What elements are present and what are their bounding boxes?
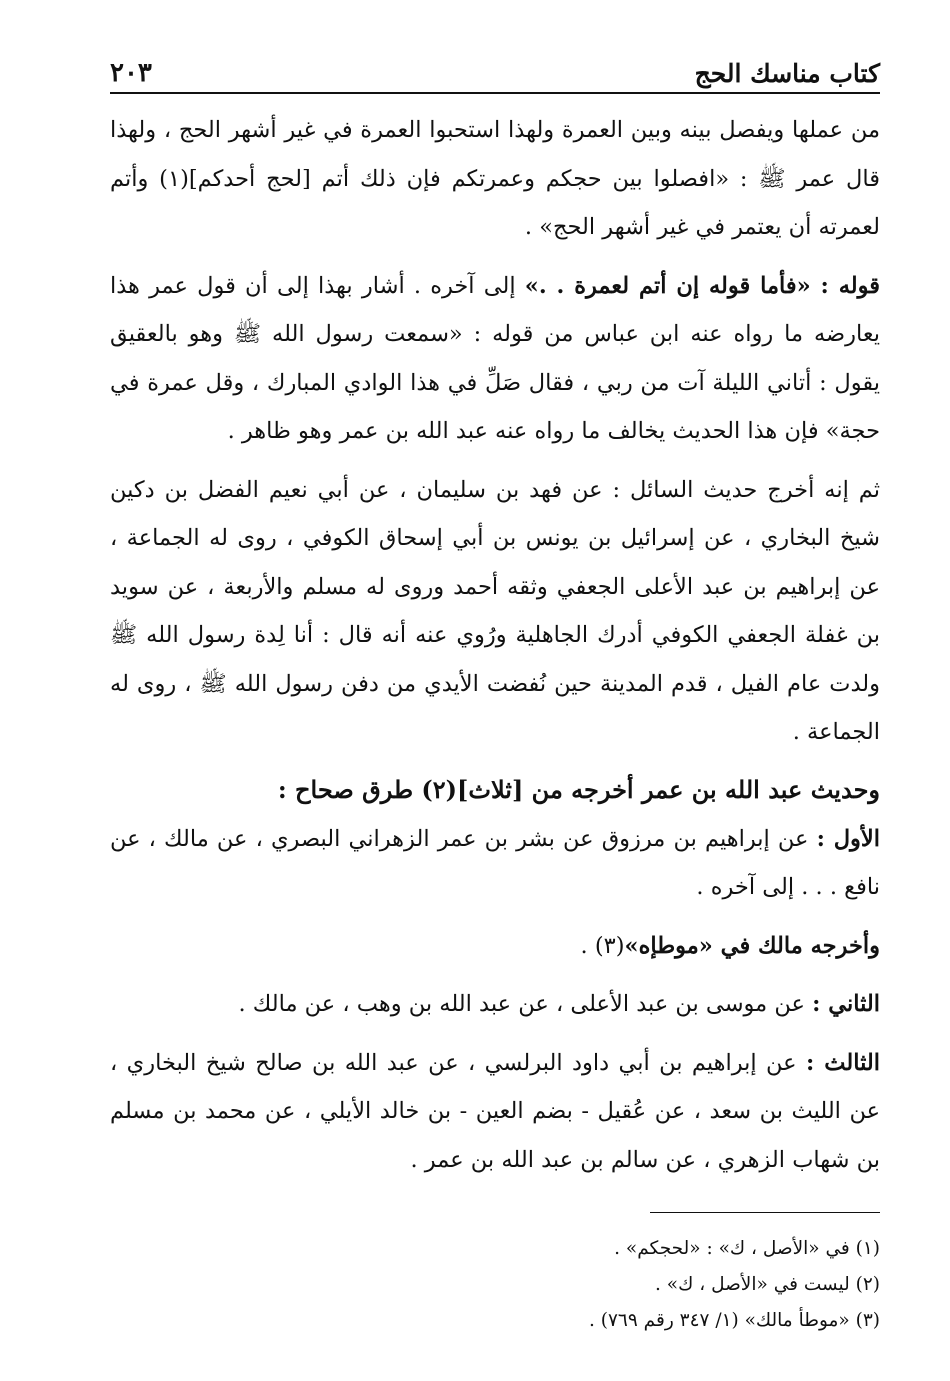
running-title: كتاب مناسك الحج [694, 59, 880, 88]
paragraph-commentary [110, 262, 880, 456]
paragraph-text: ثم إنه أخرج حديث السائل : عن فهد بن سليمان ، عن أبي نعيم الفضل بن دكين شيخ البخاري ، عن إسرائيل بن يونس بن أبي إسحاق الكوفي ، روى له الجماعة ، عن إبراهيم بن عبد الأعلى الجعفي وثقه أحمد وروى له مسلم والأربعة ، عن سويد بن غفلة الجعفي الكوفي أدرك الجاهلية ورُوي عنه أنه قال : أنا لِدة رسول الله ﷺ ولدت عام الفيل ، قدم المدينة حين نُفضت الأيدي من دفن رسول الله ﷺ ، روى له الجماعة . [110, 476, 880, 745]
route-second-lead: الثاني : [812, 991, 880, 1017]
route-third-lead: الثالث : [805, 1049, 880, 1076]
paragraph-text: من عملها ويفصل بينه وبين العمرة ولهذا استحبوا العمرة في غير أشهر الحج ، ولهذا قال عمر ﷺ : «افصلوا بين حجكم وعمرتكم فإن ذلك أتم [لحج أحدكم](١) وأتم لعمرته أن يعتمر في غير أشهر الحج» . [110, 117, 880, 240]
footnote-1: (١) في «الأصل ، ك» : «لحجكم» . [614, 1238, 880, 1259]
route-first-lead: الأول : [816, 825, 880, 852]
footnote-rule [650, 1212, 880, 1213]
page-number: ٢٠٣ [110, 58, 152, 88]
malik-line [110, 922, 880, 971]
header-rule [110, 92, 880, 94]
book-page [110, 40, 880, 1339]
section-heading: وحديث عبد الله بن عمر أخرجه من [ثلاث](٢) طرق صحاح : [277, 774, 880, 804]
main-text [110, 106, 880, 1184]
paragraph-isnad [110, 466, 880, 757]
route-second-text: عن موسى بن عبد الأعلى ، عن عبد الله بن وهب ، عن مالك . [238, 991, 813, 1017]
paragraph-umar-quote [110, 106, 880, 252]
footnote-3: (٣) «موطأ مالك» (١/ ٣٤٧ رقم ٧٦٩) . [588, 1310, 880, 1331]
route-first [110, 815, 880, 912]
route-third-text: عن إبراهيم بن أبي داود البرلسي ، عن عبد الله بن صالح شيخ البخاري ، عن الليث بن سعد ، عن عُقيل - بضم العين - بن خالد الأيلي ، عن محمد بن مسلم بن شهاب الزهري ، عن سالم بن عبد الله بن عمر . [110, 1049, 880, 1173]
paragraph-lead: قوله : «فأما قوله إن أتم لعمرة . .» [524, 272, 880, 299]
paragraph-text: إلى آخره . أشار بهذا إلى أن قول عمر هذا يعارضه ما رواه عنه ابن عباس من قوله : «سمعت رسول الله ﷺ وهو بالعقيق يقول : أتاني الليلة آت من ربي ، فقال صَلِّ في هذا الوادي المبارك ، وقل عمرة في حجة» فإن هذا الحديث يخالف ما رواه عنه عبد الله بن عمر وهو ظاهر . [110, 272, 880, 444]
running-header [110, 40, 880, 88]
footnote-2: (٢) ليست في «الأصل ، ك» . [655, 1274, 880, 1295]
route-second [110, 980, 880, 1029]
route-third [110, 1039, 880, 1185]
route-first-text: عن إبراهيم بن مرزوق عن بشر بن عمر الزهراني البصري ، عن مالك ، عن نافع . . . إلى آخره . [110, 825, 880, 900]
malik-line-text: (٣) . [580, 932, 625, 959]
malik-line-lead: وأخرجه مالك في «موطإه» [624, 932, 880, 959]
footnotes [110, 1231, 880, 1339]
